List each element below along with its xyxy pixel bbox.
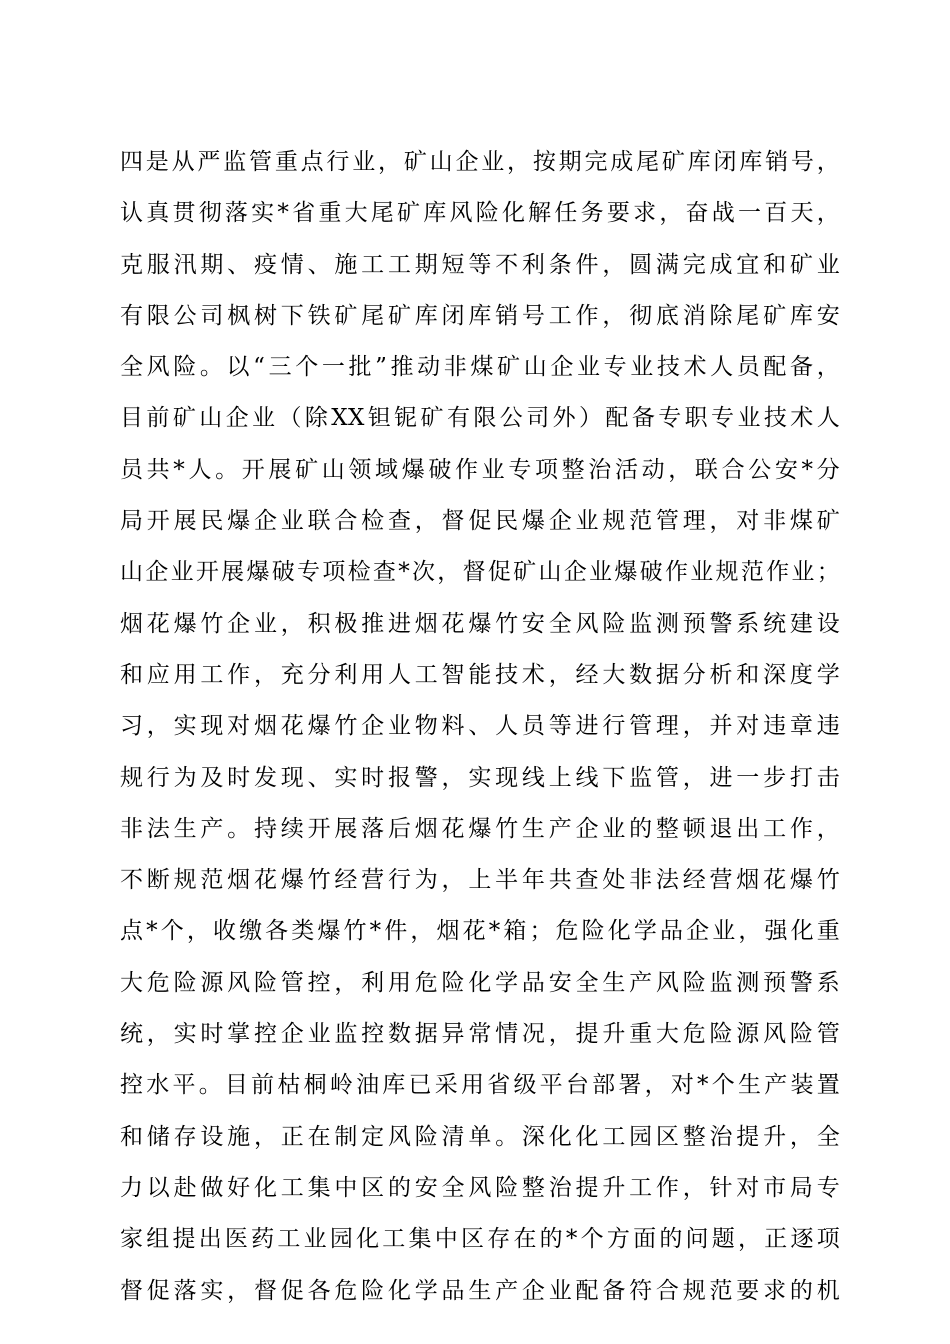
text-line: 全风险。以“三个一批”推动非煤矿山企业专业技术人员配备，: [120, 354, 840, 381]
text-line: 家组提出医药工业园化工集中区存在的*个方面的问题，正逐项: [120, 1226, 840, 1253]
text-line: 四是从严监管重点行业，矿山企业，按期完成尾矿库闭库销号，: [120, 149, 840, 175]
text-line: 习，实现对烟花爆竹企业物料、人员等进行管理，并对违章违: [120, 713, 840, 740]
text-line: 和应用工作，充分利用人工智能技术，经大数据分析和深度学: [120, 661, 840, 688]
text-line: 力以赴做好化工集中区的安全风险整治提升工作，针对市局专: [120, 1174, 840, 1201]
text-line: 山企业开展爆破专项检查*次，督促矿山企业爆破作业规范作业；: [120, 559, 840, 586]
text-line: 烟花爆竹企业，积极推进烟花爆竹安全风险监测预警系统建设: [120, 610, 840, 637]
text-line: 控水平。目前枯桐岭油库已采用省级平台部署，对*个生产装置: [120, 1072, 840, 1099]
text-line: 认真贯彻落实*省重大尾矿库风险化解任务要求，奋战一百天，: [120, 200, 840, 227]
text-line: 目前矿山企业（除XX钽铌矿有限公司外）配备专职专业技术人: [120, 405, 840, 432]
text-line: 统，实时掌控企业监控数据异常情况，提升重大危险源风险管: [120, 1021, 840, 1048]
text-line: 点*个，收缴各类爆竹*件，烟花*箱；危险化学品企业，强化重: [120, 918, 840, 945]
text-line: 非法生产。持续开展落后烟花爆竹生产企业的整顿退出工作，: [120, 815, 840, 842]
text-line: 员共*人。开展矿山领域爆破作业专项整治活动，联合公安*分: [120, 456, 840, 483]
text-line: 规行为及时发现、实时报警，实现线上线下监管，进一步打击: [120, 764, 840, 791]
text-line: 局开展民爆企业联合检查，督促民爆企业规范管理，对非煤矿: [120, 508, 840, 535]
text-line: 克服汛期、疫情、施工工期短等不利条件，圆满完成宜和矿业: [120, 251, 840, 278]
text-line: 不断规范烟花爆竹经营行为，上半年共查处非法经营烟花爆竹: [120, 867, 840, 894]
body-paragraph: [120, 137, 840, 1317]
text-line: 和储存设施，正在制定风险清单。深化化工园区整治提升，全: [120, 1123, 840, 1150]
text-line: 有限公司枫树下铁矿尾矿库闭库销号工作，彻底消除尾矿库安: [120, 302, 840, 329]
text-line: 大危险源风险管控，利用危险化学品安全生产风险监测预警系: [120, 969, 840, 996]
text-line: 督促落实，督促各危险化学品生产企业配备符合规范要求的机: [120, 1277, 840, 1304]
